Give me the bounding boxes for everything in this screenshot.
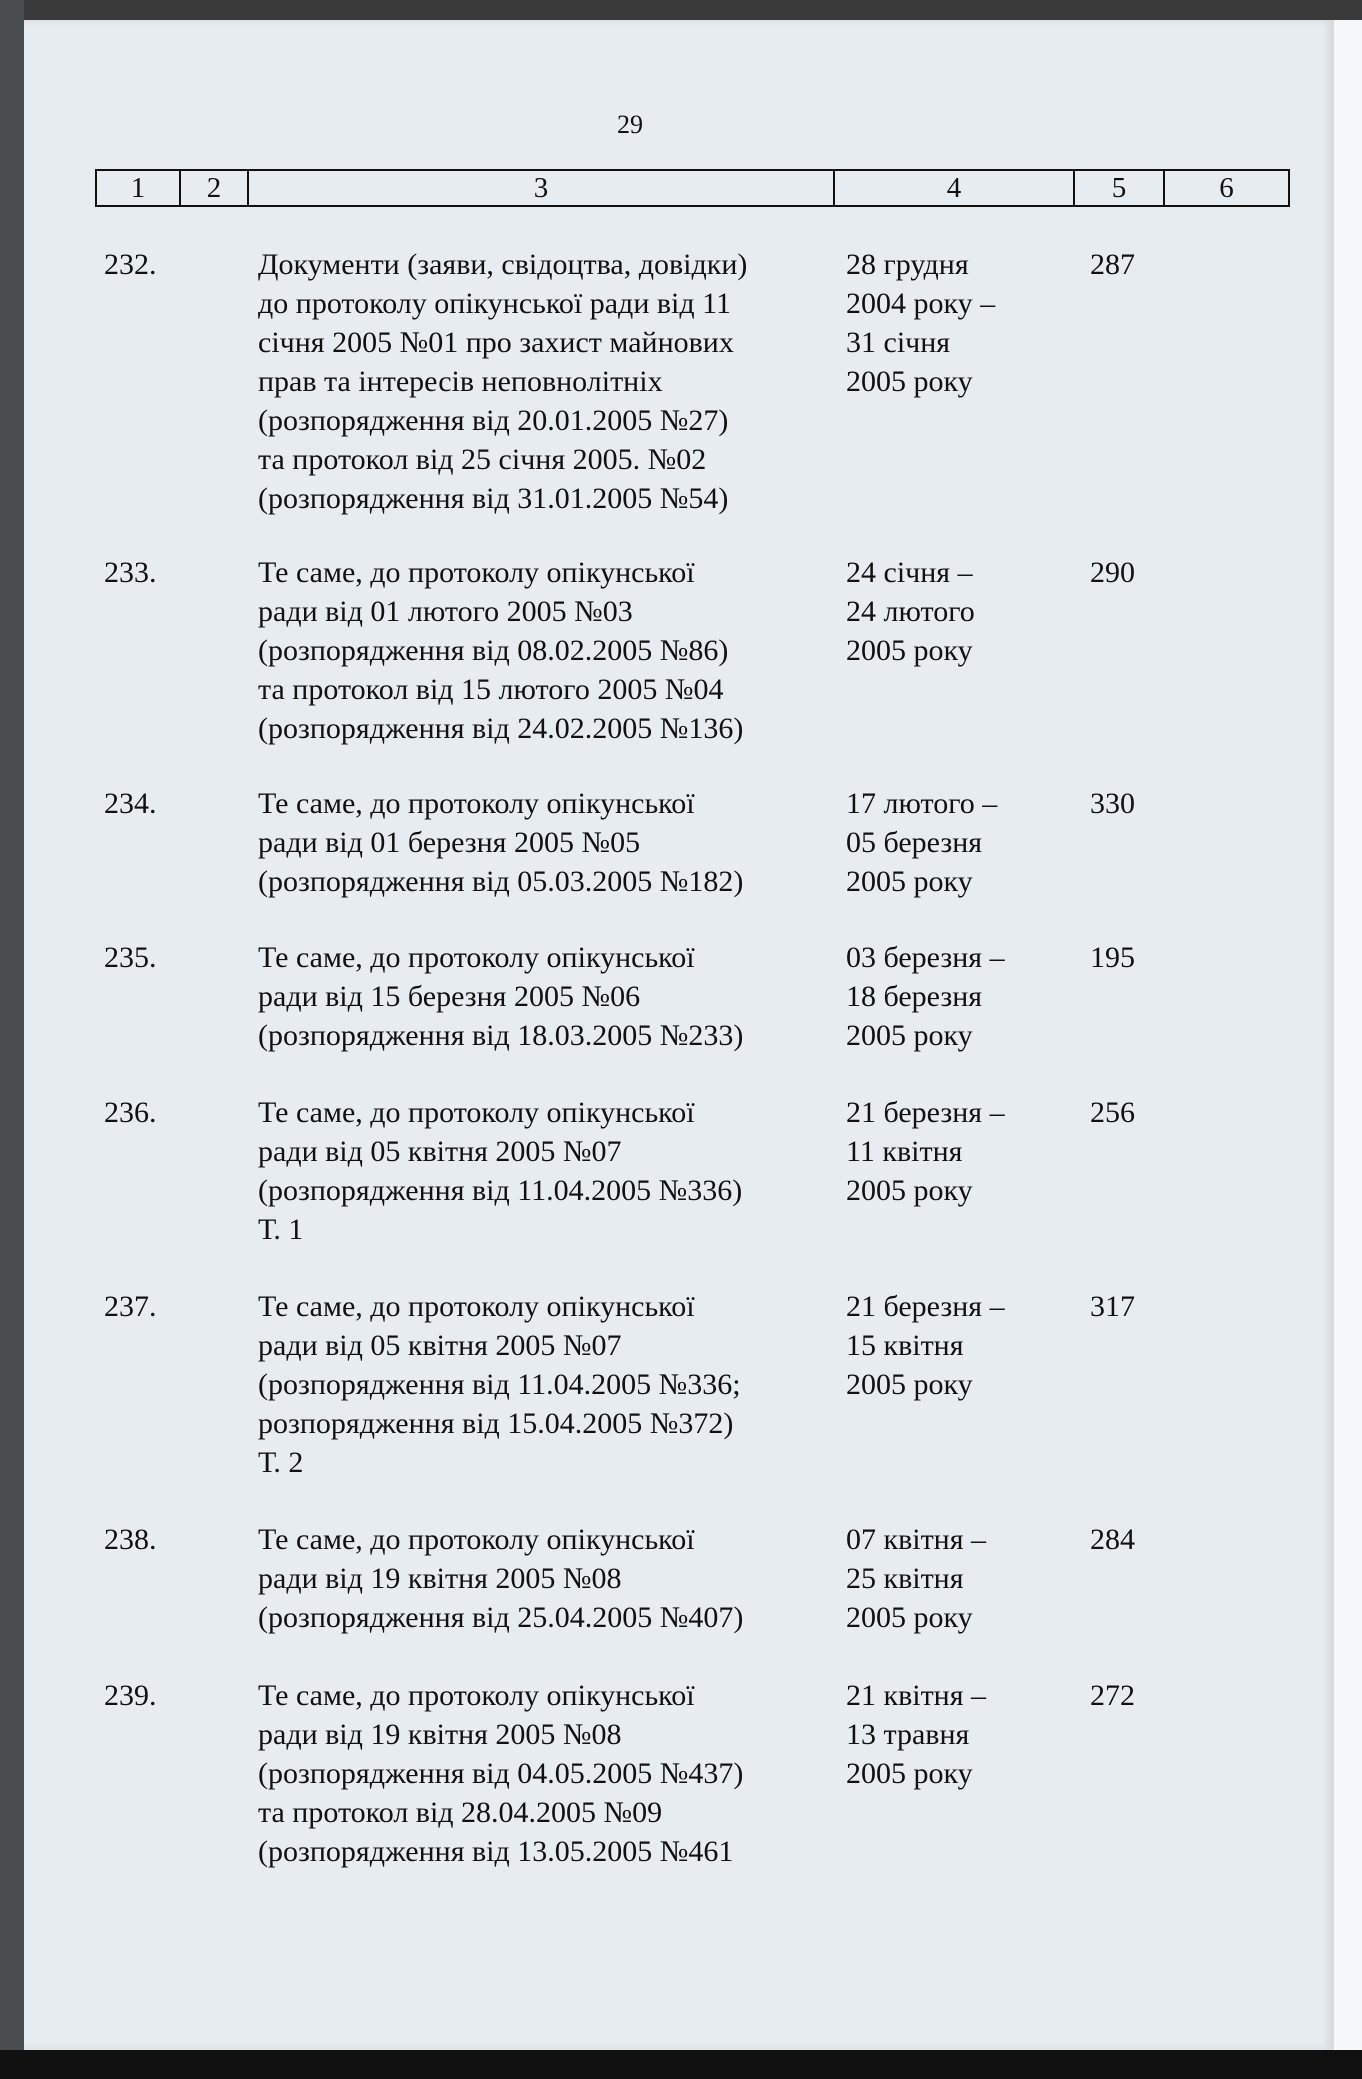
column-header-row: [96, 170, 1289, 206]
date-line: 2005 року: [846, 365, 973, 398]
date-line: 2005 року: [846, 1174, 973, 1207]
date-line: 28 грудня: [846, 248, 969, 281]
date-line: 2004 року –: [846, 287, 996, 320]
description-line: ради від 15 березня 2005 №06: [258, 980, 641, 1013]
description-line: (розпорядження від 11.04.2005 №336;: [258, 1368, 741, 1401]
description-line: (розпорядження від 20.01.2005 №27): [258, 404, 729, 437]
description-line: ради від 19 квітня 2005 №08: [258, 1562, 622, 1595]
description-line: ради від 19 квітня 2005 №08: [258, 1718, 622, 1751]
description-line: та протокол від 15 лютого 2005 №04: [258, 673, 724, 706]
column-header-2: 2: [180, 170, 248, 206]
row-date-range: [846, 245, 1076, 401]
row-description: [258, 938, 838, 1055]
date-line: 2005 року: [846, 865, 973, 898]
row-page-count: 195: [1090, 941, 1135, 974]
row-description: [258, 784, 838, 901]
description-line: Те саме, до протоколу опікунської: [258, 556, 695, 589]
description-line: (розпорядження від 24.02.2005 №136): [258, 712, 744, 745]
row-description: [258, 1287, 838, 1482]
description-line: Те саме, до протоколу опікунської: [258, 1679, 695, 1712]
row-description: [258, 245, 838, 518]
row-date-range: [846, 1520, 1076, 1637]
row-description: [258, 1093, 838, 1249]
description-line: ради від 05 квітня 2005 №07: [258, 1135, 622, 1168]
row-number: 236.: [104, 1096, 157, 1129]
date-line: 2005 року: [846, 634, 973, 667]
description-line: Т. 2: [258, 1446, 304, 1479]
row-number: 238.: [104, 1523, 157, 1556]
date-line: 07 квітня –: [846, 1523, 987, 1556]
description-line: розпорядження від 15.04.2005 №372): [258, 1407, 734, 1440]
date-line: 2005 року: [846, 1368, 973, 1401]
description-line: Т. 1: [258, 1213, 304, 1246]
row-page-count: 317: [1090, 1290, 1135, 1323]
row-number: 232.: [104, 248, 157, 281]
date-line: 03 березня –: [846, 941, 1005, 974]
row-number: 235.: [104, 941, 157, 974]
description-line: (розпорядження від 04.05.2005 №437): [258, 1757, 744, 1790]
column-header-6: 6: [1164, 170, 1289, 206]
description-line: Те саме, до протоколу опікунської: [258, 1523, 695, 1556]
row-number: 237.: [104, 1290, 157, 1323]
row-date-range: [846, 1676, 1076, 1793]
date-line: 05 березня: [846, 826, 983, 859]
row-page-count: 330: [1090, 787, 1135, 820]
description-line: (розпорядження від 05.03.2005 №182): [258, 865, 744, 898]
page-number: 29: [617, 110, 643, 139]
date-line: 2005 року: [846, 1757, 973, 1790]
description-line: ради від 01 березня 2005 №05: [258, 826, 641, 859]
row-number: 239.: [104, 1679, 157, 1712]
description-line: (розпорядження від 11.04.2005 №336): [258, 1174, 743, 1207]
description-line: (розпорядження від 13.05.2005 №461: [258, 1835, 734, 1868]
page-right-margin: [1334, 20, 1362, 2050]
description-line: ради від 05 квітня 2005 №07: [258, 1329, 622, 1362]
column-header-1: 1: [96, 170, 180, 206]
date-line: 21 квітня –: [846, 1679, 987, 1712]
date-line: 18 березня: [846, 980, 983, 1013]
description-line: Те саме, до протоколу опікунської: [258, 1096, 695, 1129]
row-page-count: 290: [1090, 556, 1135, 589]
date-line: 15 квітня: [846, 1329, 964, 1362]
description-line: Те саме, до протоколу опікунської: [258, 787, 695, 820]
column-header-table: [95, 169, 1290, 207]
row-date-range: [846, 938, 1076, 1055]
date-line: 2005 року: [846, 1601, 973, 1634]
date-line: 21 березня –: [846, 1096, 1005, 1129]
description-line: (розпорядження від 31.01.2005 №54): [258, 482, 729, 515]
date-line: 24 лютого: [846, 595, 975, 628]
description-line: (розпорядження від 18.03.2005 №233): [258, 1019, 744, 1052]
scan-left-edge: [0, 0, 24, 2079]
row-date-range: [846, 1093, 1076, 1210]
row-date-range: [846, 553, 1076, 670]
description-line: ради від 01 лютого 2005 №03: [258, 595, 633, 628]
row-description: [258, 553, 838, 748]
column-header-5: 5: [1074, 170, 1164, 206]
description-line: прав та інтересів неповнолітніх: [258, 365, 663, 398]
description-line: Те саме, до протоколу опікунської: [258, 1290, 695, 1323]
row-page-count: 256: [1090, 1096, 1135, 1129]
row-date-range: [846, 784, 1076, 901]
scan-top-edge: [0, 0, 1362, 22]
description-line: (розпорядження від 25.04.2005 №407): [258, 1601, 744, 1634]
row-description: [258, 1676, 838, 1871]
column-header-3: 3: [248, 170, 834, 206]
description-line: (розпорядження від 08.02.2005 №86): [258, 634, 729, 667]
description-line: та протокол від 25 січня 2005. №02: [258, 443, 707, 476]
column-header-4: 4: [834, 170, 1074, 206]
date-line: 21 березня –: [846, 1290, 1005, 1323]
row-page-count: 284: [1090, 1523, 1135, 1556]
date-line: 24 січня –: [846, 556, 973, 589]
date-line: 25 квітня: [846, 1562, 964, 1595]
row-description: [258, 1520, 838, 1637]
description-line: Документи (заяви, свідоцтва, довідки): [258, 248, 748, 281]
date-line: 13 травня: [846, 1718, 970, 1751]
row-page-count: 272: [1090, 1679, 1135, 1712]
date-line: 17 лютого –: [846, 787, 998, 820]
row-number: 233.: [104, 556, 157, 589]
row-page-count: 287: [1090, 248, 1135, 281]
row-number: 234.: [104, 787, 157, 820]
description-line: до протоколу опікунської ради від 11: [258, 287, 732, 320]
row-date-range: [846, 1287, 1076, 1404]
date-line: 31 січня: [846, 326, 951, 359]
description-line: та протокол від 28.04.2005 №09: [258, 1796, 663, 1829]
date-line: 2005 року: [846, 1019, 973, 1052]
scan-bottom-edge: [0, 2050, 1362, 2079]
description-line: січня 2005 №01 про захист майнових: [258, 326, 734, 359]
date-line: 11 квітня: [846, 1135, 963, 1168]
description-line: Те саме, до протоколу опікунської: [258, 941, 695, 974]
